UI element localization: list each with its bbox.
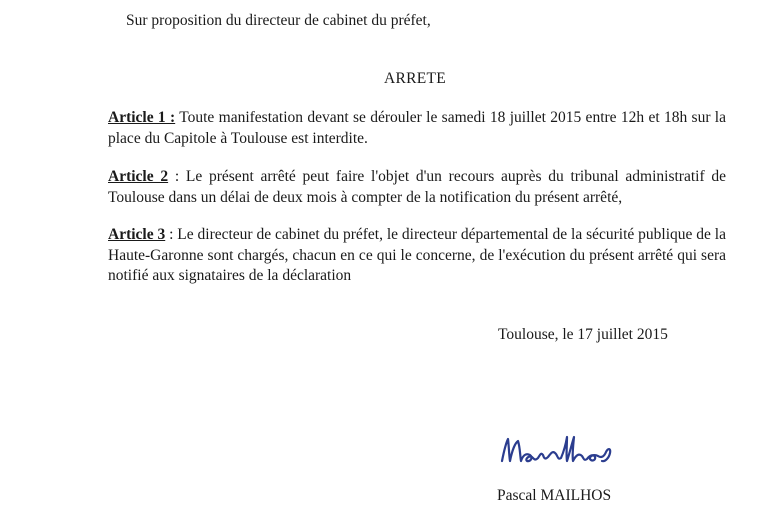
place-and-date: Toulouse, le 17 juillet 2015: [498, 326, 668, 343]
article-3-text: : Le directeur de cabinet du préfet, le directeur départemental de la sécurité publique de la Haute-Garonne sont chargés, chacun en ce qui le concerne, de l'exécution du présent arrêté qui sera notifié aux signataires de la déclaration: [108, 226, 726, 284]
handwritten-signature: [498, 425, 628, 475]
article-1-label: Article 1 :: [108, 109, 176, 126]
article-2-text: : Le présent arrêté peut faire l'objet d'un recours auprès du tribunal administratif de Toulouse dans un délai de deux mois à compter de la notification du présent arrêté,: [108, 168, 726, 206]
article-1-text: Toute manifestation devant se dérouler le samedi 18 juillet 2015 entre 12h et 18h sur la place du Capitole à Toulouse est interdite.: [108, 109, 726, 147]
signature-stroke: [502, 437, 610, 461]
article-3: [108, 225, 726, 287]
article-3-label: Article 3: [108, 226, 166, 243]
article-2: [108, 167, 726, 208]
decree-heading: ARRETE: [383, 70, 447, 87]
article-1: [108, 108, 726, 149]
signer-name: Pascal MAILHOS: [497, 487, 612, 504]
intro-line: Sur proposition du directeur de cabinet du préfet,: [126, 12, 431, 29]
article-2-label: Article 2: [108, 168, 169, 185]
